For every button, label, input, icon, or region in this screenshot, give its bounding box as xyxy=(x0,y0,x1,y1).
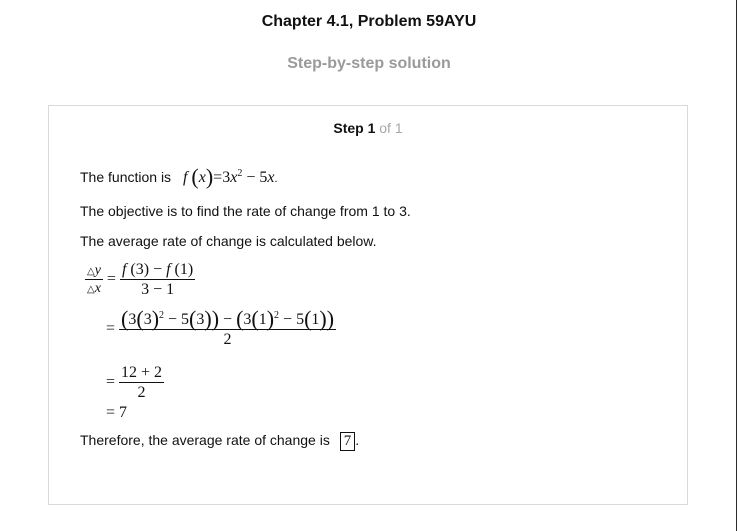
method-text: The average rate of change is calculated below. xyxy=(80,233,377,249)
derivation-line-1: $\frac{\triangle y}{\triangle x}$ = $\frac{f (3) - f (1)}{3 - 1}$ xyxy=(87,261,194,298)
window-edge xyxy=(736,0,737,531)
step-label: Step 1 xyxy=(333,120,376,136)
step-indicator xyxy=(49,120,687,136)
function-statement: The function is f $(x)=3x^2 - 5x$. xyxy=(80,164,278,189)
function-formula: f $(x)=3x^2 - 5x$ xyxy=(182,164,275,189)
answer-box: 7 xyxy=(340,432,356,451)
page-title: Chapter 4.1, Problem 59AYU xyxy=(261,13,477,30)
page-subtitle: Step-by-step solution xyxy=(287,55,451,72)
objective-text: The objective is to find the rate of change from 1 to 3. xyxy=(80,203,411,219)
derivation-line-3: = $\frac{12 + 2}{2}$ xyxy=(106,364,163,401)
step-count: of 1 xyxy=(379,120,403,136)
solution-card xyxy=(48,105,688,505)
conclusion-text: Therefore, the average rate of change is xyxy=(80,432,330,448)
derivation-line-4: = 7 xyxy=(106,404,128,421)
conclusion: Therefore, the average rate of change is 7 . xyxy=(80,432,360,449)
intro-text: The function is xyxy=(80,169,172,185)
derivation-line-2: = $\frac{(3(3)^2 - 5(3)) - (3(1)^2 - 5(1))}{2}$ xyxy=(106,306,335,348)
